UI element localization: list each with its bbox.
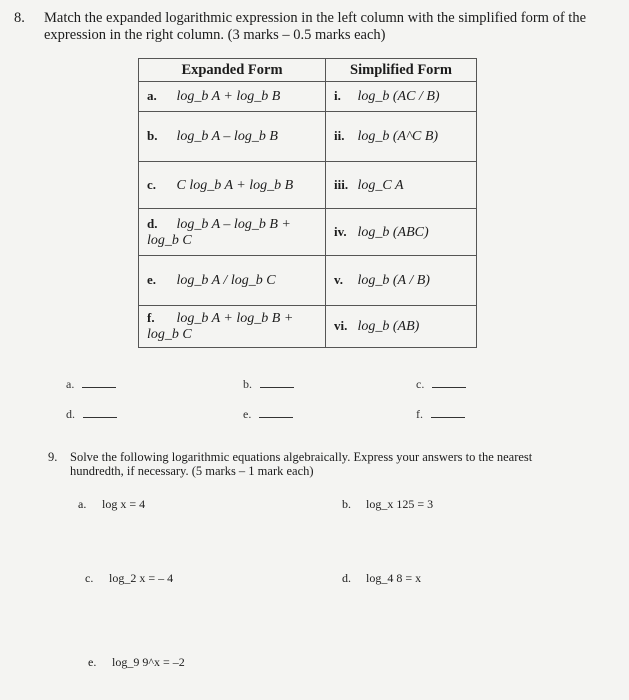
answer-line[interactable]: [83, 417, 117, 418]
equation-text: log_2 x = – 4: [109, 571, 174, 585]
simplified-expression: log_b (AC / B): [357, 89, 440, 104]
simplified-cell: [326, 82, 477, 112]
answer-blank-d[interactable]: [66, 407, 117, 422]
simplified-cell: [326, 162, 477, 209]
equation-item: [342, 497, 433, 512]
table-row: [139, 162, 477, 209]
expanded-expression: log_b A – log_b B: [176, 129, 278, 144]
simplified-expression: log_b (AB): [357, 319, 420, 334]
expanded-cell: [139, 306, 326, 348]
equation-text: log_4 8 = x: [366, 571, 422, 585]
answer-line[interactable]: [431, 417, 465, 418]
table-row: [139, 112, 477, 162]
row-label: iv.: [334, 223, 347, 239]
expanded-expression: log_b A / log_b C: [176, 273, 276, 288]
expanded-expression: C log_b A + log_b B: [176, 177, 294, 193]
item-label: b.: [342, 497, 351, 511]
simplified-expression: log_b (A / B): [357, 273, 430, 288]
answer-label: c.: [416, 377, 425, 391]
answer-label: e.: [243, 407, 252, 421]
item-label: c.: [85, 571, 94, 585]
answer-label: f.: [416, 407, 423, 421]
item-label: d.: [342, 571, 351, 585]
row-label: e.: [147, 272, 157, 287]
equation-text: log x = 4: [102, 497, 146, 511]
answer-label: b.: [243, 377, 252, 391]
row-label: a.: [147, 88, 157, 103]
expanded-expression: log_b A + log_b B: [176, 89, 281, 104]
answer-blank-f[interactable]: [416, 407, 465, 422]
table-row: [139, 256, 477, 306]
answer-line[interactable]: [260, 387, 294, 388]
answer-line[interactable]: [82, 387, 116, 388]
expanded-cell: [139, 162, 326, 209]
answer-line[interactable]: [259, 417, 293, 418]
row-label: ii.: [334, 128, 345, 143]
expanded-cell: [139, 209, 326, 256]
row-label: v.: [334, 272, 344, 287]
answer-blank-b[interactable]: [243, 377, 294, 392]
simplified-cell: [326, 306, 477, 348]
header-expanded-form: Expanded Form: [139, 59, 326, 82]
expanded-cell: [139, 112, 326, 162]
equation-text: log_x 125 = 3: [366, 497, 434, 511]
equation-item: [88, 655, 185, 670]
equation-item: [85, 571, 173, 586]
expanded-expression: log_b A – log_b B + log_b C: [147, 216, 291, 248]
matching-table: [138, 58, 477, 348]
header-simplified-form: Simplified Form: [326, 59, 477, 82]
table-row: [139, 209, 477, 256]
simplified-expression: log_C A: [357, 177, 404, 193]
row-label: i.: [334, 88, 341, 103]
row-label: f.: [147, 310, 155, 325]
answer-blank-c[interactable]: [416, 377, 466, 392]
expanded-cell: [139, 256, 326, 306]
table-row: [139, 306, 477, 348]
equation-item: [342, 571, 421, 586]
answer-blank-a[interactable]: [66, 377, 116, 392]
row-label: c.: [147, 176, 157, 192]
simplified-cell: [326, 256, 477, 306]
row-label: iii.: [334, 176, 349, 192]
expanded-cell: [139, 82, 326, 112]
simplified-cell: [326, 112, 477, 162]
row-label: d.: [147, 215, 158, 231]
answer-label: a.: [66, 377, 75, 391]
answer-blank-e[interactable]: [243, 407, 293, 422]
simplified-expression: log_b (A^C B): [357, 129, 439, 144]
question-number: 9.: [48, 450, 58, 464]
simplified-expression: log_b (ABC): [357, 224, 429, 240]
row-label: vi.: [334, 318, 348, 333]
question-number: 8.: [14, 10, 25, 26]
expanded-expression: log_b A + log_b B + log_b C: [147, 311, 294, 342]
equation-text: log_9 9^x = –2: [112, 655, 185, 669]
question-prompt: Solve the following logarithmic equations algebraically. Express your answers to the nearest hundredth, if necessary. (5 marks – 1 mark each): [70, 450, 533, 478]
item-label: a.: [78, 497, 87, 511]
table-row: [139, 82, 477, 112]
simplified-cell: [326, 209, 477, 256]
row-label: b.: [147, 128, 158, 143]
question-prompt: Match the expanded logarithmic expression in the left column with the simplified form of the expression in the right column. (3 marks – 0.5 marks each): [44, 10, 587, 43]
answer-line[interactable]: [432, 387, 466, 388]
equation-item: [78, 497, 145, 512]
item-label: e.: [88, 655, 97, 669]
answer-label: d.: [66, 407, 75, 421]
table-header-row: [139, 59, 477, 82]
